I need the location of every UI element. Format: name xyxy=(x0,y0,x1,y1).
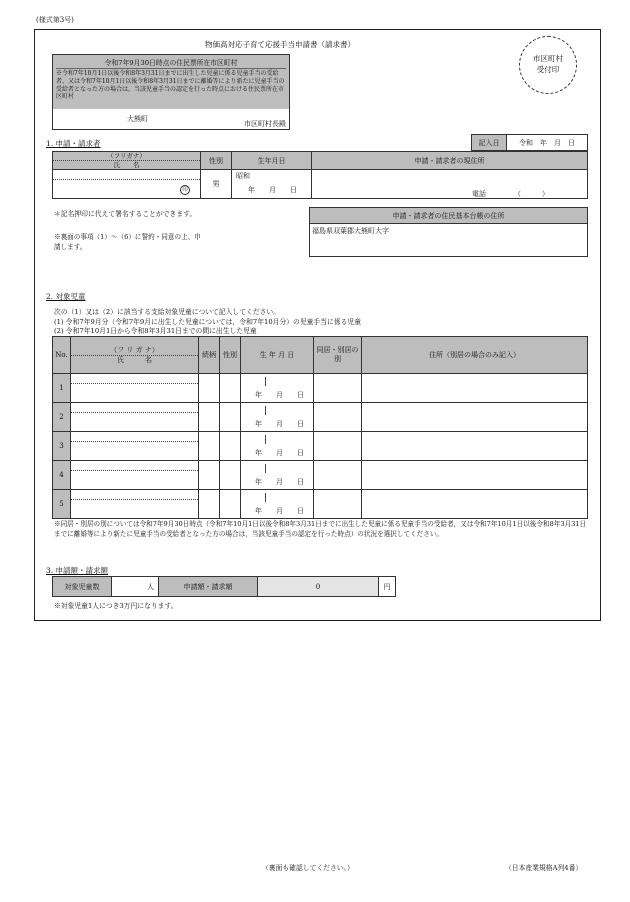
child-birth-field[interactable] xyxy=(241,461,314,490)
child-cohab-field[interactable] xyxy=(314,490,362,519)
child-relation-field[interactable] xyxy=(199,432,220,461)
child-birth-field[interactable] xyxy=(241,374,314,403)
applicant-address-field[interactable] xyxy=(312,170,588,199)
form-title: 物価高対応子育て応援手当申請書（請求書） xyxy=(205,40,355,49)
birth-ymd: 年 月 日 xyxy=(248,186,297,194)
children-table xyxy=(52,336,588,519)
child-name-field[interactable] xyxy=(71,432,199,461)
child-birth-ymd: 年 月 日 xyxy=(255,391,304,399)
birth-era: 昭和 xyxy=(236,172,250,180)
row-number: 3 xyxy=(53,432,71,461)
registry-table xyxy=(309,207,588,257)
footer-paper-size: （日本産業規格A列4番） xyxy=(505,864,583,872)
amount-field[interactable]: 0 xyxy=(258,577,379,597)
section2-heading: 2. 対象児童 xyxy=(46,292,86,301)
col-birth: 生 年 月 日 xyxy=(241,337,314,374)
amount-table xyxy=(52,576,396,597)
count-label: 対象児童数 xyxy=(53,577,112,597)
child-cohab-field[interactable] xyxy=(314,461,362,490)
agreement-note: ※裏面の事項（1）～（6）に誓約・同意の上、申請します。 xyxy=(54,233,201,251)
child-gender-field[interactable] xyxy=(220,461,241,490)
seal-line1: 市区町村 xyxy=(533,54,563,63)
applicant-gender[interactable]: 男 xyxy=(201,170,232,199)
child-birth-ymd: 年 月 日 xyxy=(255,478,304,486)
child-address-field[interactable] xyxy=(362,490,588,519)
seal-line2: 受付印 xyxy=(536,65,560,74)
municipality-note: ※令和7年10月1日以後令和8年3月31日までに出生した児童に係る児童手当の受給者、又は令和7年10月1日以後令和8年3月31日までに離婚等により新たに児童手当の受給者となった方の場合は，当該児童手当の認定を行った時点における住民票所在市区町村 xyxy=(56,70,285,101)
col-name-header xyxy=(71,337,199,374)
section2-footnote: ※同居・別居の別については令和7年9月30日時点（令和7年10月1日以後令和8年3月31日までに出生した児童に係る児童手当の受給者，又は令和7年10月1日以後令和8年3月31日までに離婚等により新たに児童手当の受給者となった方の場合は，当該児童手当の認定を行った時点）の状況を選択してください。 xyxy=(54,520,587,538)
form-number: (様式第3号) xyxy=(36,16,74,24)
footer-back-note: （裏面も確認してください。） xyxy=(262,864,354,872)
child-address-field[interactable] xyxy=(362,403,588,432)
count-unit: 人 xyxy=(147,582,154,591)
count-field[interactable] xyxy=(112,577,159,597)
section2-instruction: 次の（1）又は（2）に該当する支給対象児童について記入してください。 xyxy=(54,308,281,316)
furigana-header xyxy=(53,152,201,170)
phone-label: 電話 xyxy=(472,190,486,198)
child-address-field[interactable] xyxy=(362,374,588,403)
child-gender-field[interactable] xyxy=(220,490,241,519)
child-name-field[interactable] xyxy=(71,374,199,403)
child-relation-field[interactable] xyxy=(199,461,220,490)
child-birth-field[interactable] xyxy=(241,403,314,432)
col-gender: 性別 xyxy=(220,337,241,374)
col-address: 住所（別居の場合のみ記入） xyxy=(362,337,588,374)
amount-label: 申請額・請求額 xyxy=(159,577,258,597)
address-header: 申請・請求者の現住所 xyxy=(312,152,588,170)
reception-seal-area xyxy=(519,36,577,94)
table-row xyxy=(53,403,588,432)
row-number: 4 xyxy=(53,461,71,490)
child-birth-ymd: 年 月 日 xyxy=(255,507,304,515)
child-cohab-field[interactable] xyxy=(314,432,362,461)
col-relation: 続柄 xyxy=(199,337,220,374)
applicant-table xyxy=(52,151,588,199)
table-row xyxy=(53,461,588,490)
row-number: 5 xyxy=(53,490,71,519)
table-row xyxy=(53,432,588,461)
child-birth-ymd: 年 月 日 xyxy=(255,420,304,428)
applicant-birthdate[interactable] xyxy=(232,170,312,199)
child-name-field[interactable] xyxy=(71,403,199,432)
child-birth-ymd: 年 月 日 xyxy=(255,449,304,457)
child-cohab-field[interactable] xyxy=(314,374,362,403)
row-number: 2 xyxy=(53,403,71,432)
section3-heading: 3. 申請額・請求額 xyxy=(46,566,109,575)
row-number: 1 xyxy=(53,374,71,403)
child-birth-field[interactable] xyxy=(241,490,314,519)
table-row xyxy=(53,374,588,403)
seal-mark-icon: 印 xyxy=(180,185,190,195)
child-name-field[interactable] xyxy=(71,461,199,490)
entry-date-label: 記入日 xyxy=(472,135,507,151)
col-name: 氏 名 xyxy=(117,355,152,364)
child-cohab-field[interactable] xyxy=(314,403,362,432)
phone-field[interactable]: （ ） xyxy=(514,190,549,198)
applicant-name-field[interactable] xyxy=(53,170,201,199)
child-relation-field[interactable] xyxy=(199,403,220,432)
section3-note: ※対象児童1人につき3万円になります。 xyxy=(54,602,178,610)
child-gender-field[interactable] xyxy=(220,403,241,432)
municipality-town[interactable]: 大熊町 xyxy=(127,115,148,123)
section1-heading: 1. 申請・請求者 xyxy=(46,139,101,148)
child-gender-field[interactable] xyxy=(220,374,241,403)
child-name-field[interactable] xyxy=(71,490,199,519)
section2-cond1: (1) 令和7年9月分（令和7年9月に出生した児童については，令和7年10月分）の児童手当に係る児童 xyxy=(54,318,361,326)
child-gender-field[interactable] xyxy=(220,432,241,461)
entry-date-field[interactable]: 令和 年 月 日 xyxy=(507,135,588,151)
child-birth-field[interactable] xyxy=(241,432,314,461)
registry-address-field[interactable]: 福島県双葉郡大熊町大字 xyxy=(310,224,588,257)
furigana-line xyxy=(53,179,200,180)
registry-header: 申請・請求者の住民基本台帳の住所 xyxy=(310,208,588,224)
amount-unit: 円 xyxy=(379,577,396,597)
child-relation-field[interactable] xyxy=(199,490,220,519)
section2-cond2: (2) 令和7年10月1日から令和8年3月31日までの間に出生した児童 xyxy=(54,327,257,335)
child-address-field[interactable] xyxy=(362,461,588,490)
col-no: No. xyxy=(53,337,71,374)
furigana-label: （フリガナ） xyxy=(53,152,200,161)
col-cohab: 同居・別居の別 xyxy=(314,337,362,374)
municipality-addressee: 市区町村長殿 xyxy=(244,120,286,128)
child-address-field[interactable] xyxy=(362,432,588,461)
entry-date-table xyxy=(471,134,588,151)
signature-note: ＊記名押印に代えて署名することができます。 xyxy=(54,210,197,218)
municipality-header: 令和7年9月30日時点の住民票所在市区町村 xyxy=(56,57,286,69)
table-row xyxy=(53,490,588,519)
birth-header: 生年月日 xyxy=(232,152,312,170)
name-label: 氏 名 xyxy=(113,161,140,169)
municipality-box xyxy=(52,54,290,130)
col-furigana: （フ リ ガ ナ） xyxy=(71,346,198,356)
child-relation-field[interactable] xyxy=(199,374,220,403)
gender-header: 性別 xyxy=(201,152,232,170)
